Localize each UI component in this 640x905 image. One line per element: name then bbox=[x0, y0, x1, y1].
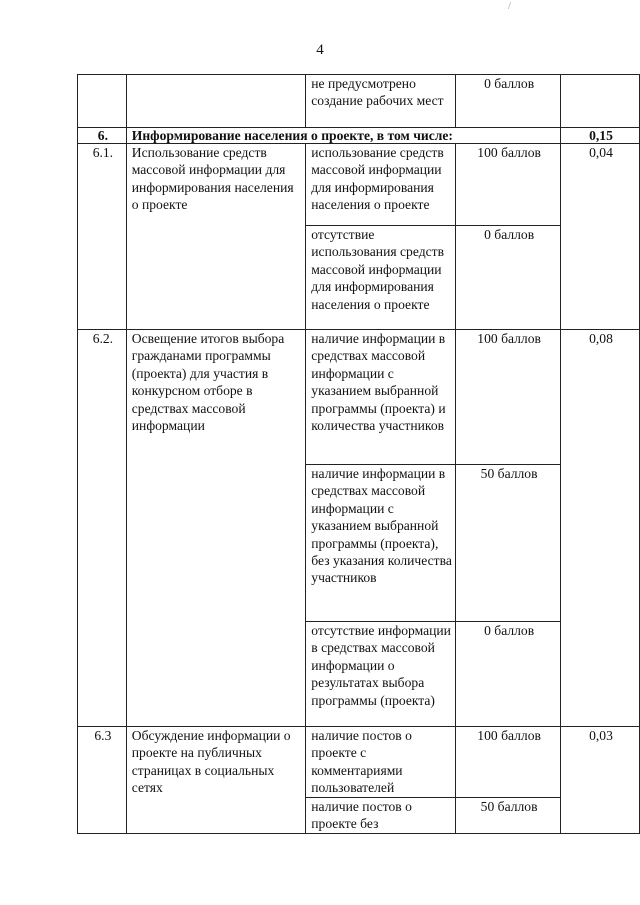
section-weight: 0,15 bbox=[561, 128, 640, 144]
condition-text: наличие информации в средствах массовой информации с указанием выбранной программы (проекта), без указания количества участников bbox=[306, 465, 456, 622]
condition-text: наличие информации в средствах массовой информации с указанием выбранной программы (проекта) и количества участников bbox=[306, 330, 456, 465]
weight-value: 0,04 bbox=[561, 144, 640, 330]
criterion-name bbox=[126, 75, 306, 128]
condition-text: использование средств массовой информации для информирования населения о проекте bbox=[306, 144, 456, 226]
item-number: 6.1. bbox=[78, 144, 127, 330]
weight-value: 0,03 bbox=[561, 727, 640, 834]
weight-value: 0,08 bbox=[561, 330, 640, 727]
weight-value bbox=[561, 75, 640, 128]
criterion-name: Обсуждение информации о проекте на публичных страницах в социальных сетях bbox=[126, 727, 306, 834]
section-number: 6. bbox=[78, 128, 127, 144]
score-value: 50 баллов bbox=[456, 465, 561, 622]
condition-text: наличие постов о проекте с комментариями пользователей bbox=[306, 727, 456, 798]
corner-mark: / bbox=[508, 0, 512, 12]
item-number bbox=[78, 75, 127, 128]
condition-text: отсутствие информации в средствах массовой информации о результатах выбора программы (проекта) bbox=[306, 622, 456, 727]
table-row bbox=[78, 144, 640, 226]
score-value: 100 баллов bbox=[456, 144, 561, 226]
condition-text: отсутствие использования средств массовой информации для информирования населения о проекте bbox=[306, 226, 456, 330]
item-number: 6.3 bbox=[78, 727, 127, 834]
condition-text: не предусмотрено создание рабочих мест bbox=[306, 75, 456, 128]
score-value: 0 баллов bbox=[456, 75, 561, 128]
criteria-table bbox=[77, 74, 640, 834]
page-number: 4 bbox=[316, 42, 324, 58]
criterion-name: Использование средств массовой информации для информирования населения о проекте bbox=[126, 144, 306, 330]
score-value: 0 баллов bbox=[456, 226, 561, 330]
table-row bbox=[78, 330, 640, 465]
score-value: 100 баллов bbox=[456, 330, 561, 465]
table-row bbox=[78, 727, 640, 798]
condition-text: наличие постов о проекте без bbox=[306, 797, 456, 833]
table-row bbox=[78, 75, 640, 128]
score-value: 0 баллов bbox=[456, 622, 561, 727]
section-title: Информирование населения о проекте, в том числе: bbox=[126, 128, 560, 144]
score-value: 100 баллов bbox=[456, 727, 561, 798]
section-header-row bbox=[78, 128, 640, 144]
criterion-name: Освещение итогов выбора гражданами программы (проекта) для участия в конкурсном отборе в средствах массовой информации bbox=[126, 330, 306, 727]
score-value: 50 баллов bbox=[456, 797, 561, 833]
item-number: 6.2. bbox=[78, 330, 127, 727]
